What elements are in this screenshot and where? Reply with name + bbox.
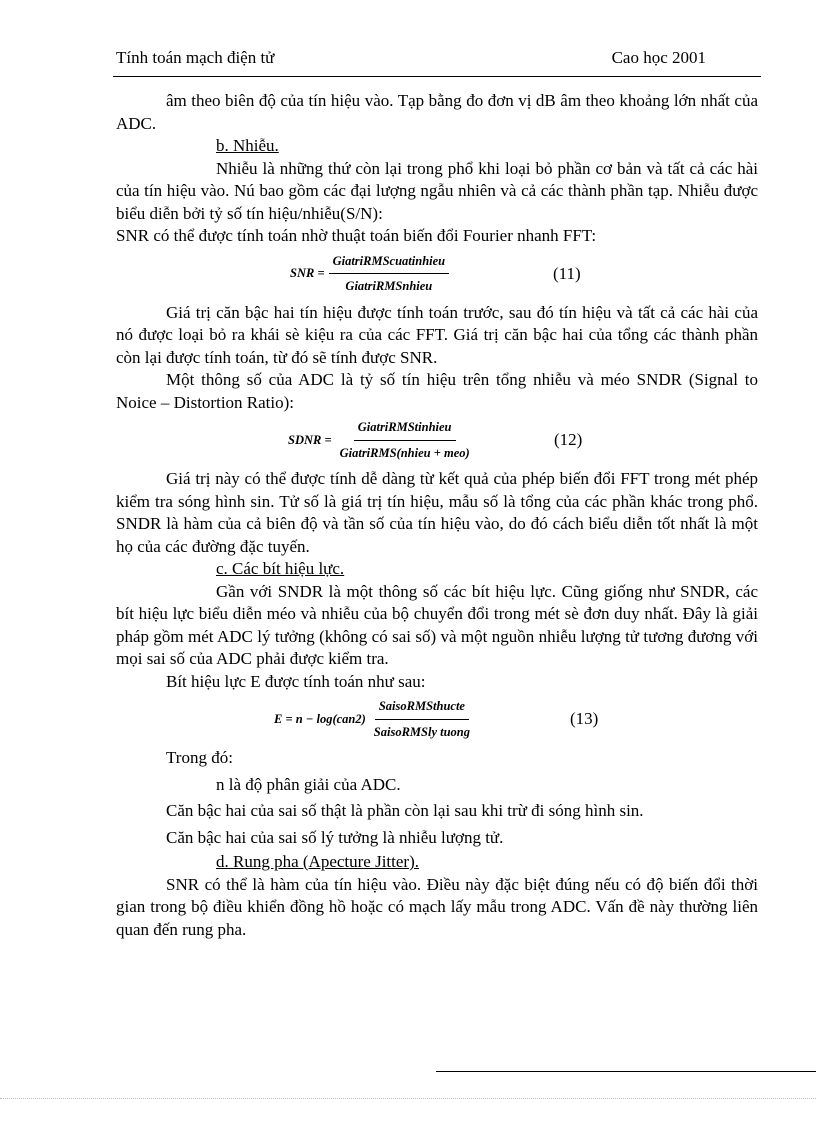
fraction-numerator: GiatriRMScuatinhieu [329,250,450,275]
fraction-numerator: GiatriRMStinhieu [354,416,456,441]
paragraph: n là độ phân giải của ADC. [216,774,401,794]
fraction [370,695,474,743]
paragraph: Giá trị này có thể được tính dễ dàng từ kết quả của phép biến đổi FFT trong mét phép kiểm tra sóng hình sin. Tử số là giá trị tín hiệu, mẫu số là tổng của các phần khác trong phổ. SNDR là hàm của cả biên độ và tần số của tín hiệu vào, do đó cách biểu diễn tốt nhất là một họ của các đường đặc tuyến. [116,469,758,556]
equation-lhs: SDNR = [288,432,332,447]
header-title: Tính toán mạch điện tử [116,48,275,67]
paragraph: Giá trị căn bậc hai tín hiệu được tính toán trước, sau đó tín hiệu và tất cả các hài của nó được loại bỏ ra khái sè kiệu ra của các FFT. Giá trị căn bậc hai của tổng các thành phần còn lại được tính toán, từ đó sẽ tính được SNR. [116,302,758,367]
paragraph: Một thông số của ADC là tỷ số tín hiệu trên tổng nhiễu và méo SNDR (Signal to Noice – Distortion Ratio): [116,370,758,412]
paragraph: âm theo biên độ của tín hiệu vào. Tạp bằng đo đơn vị dB âm theo khoảng lớn nhất của ADC. [116,91,758,133]
paragraph: Nhiễu là những thứ còn lại trong phổ khi loại bỏ phần cơ bản và tất cả các hài của tín hiệu vào. Nú bao gồm các đại lượng ngẫu nhiên và cả các thành phần tạp. Nhiễu được biểu diễn bởi tỷ số tín hiệu/nhiễu(S/N): [116,158,758,223]
section-heading-d: d. Rung pha (Apecture Jitter). [216,852,419,871]
equation-lhs: E = n − log(can2) [274,711,366,726]
equation-13 [116,697,758,741]
paragraph: Trong đó: [166,748,233,767]
fraction-denominator: GiatriRMSnhieu [345,279,433,293]
paragraph: Căn bậc hai của sai số thật là phần còn lại sau khi trừ đi sóng hình sin. [166,801,644,820]
equation-number: (11) [553,263,581,283]
fraction-numerator: SaisoRMSthucte [375,695,469,720]
fraction-denominator: GiatriRMS(nhieu + meo) [339,445,470,460]
document-body [116,90,758,941]
paragraph: Căn bậc hai của sai số lý tưởng là nhiễu lượng tử. [166,827,504,847]
equation-formula [274,697,474,741]
page-header [116,48,760,72]
fraction [329,250,450,298]
equation-12 [116,418,758,462]
equation-number: (12) [554,430,583,449]
equation-number: (13) [570,709,599,728]
equation-lhs: SNR = [290,266,325,281]
header-course: Cao học 2001 [611,48,706,67]
fraction [336,416,474,464]
paragraph: SNR có thể được tính toán nhờ thuật toán biến đổi Fourier nhanh FFT: [116,226,597,245]
section-heading-c: c. Các bít hiệu lực. [216,559,345,578]
section-heading-b: b. Nhiễu. [216,136,279,155]
page-edge [0,1098,816,1099]
paragraph: Bít hiệu lực E được tính toán như sau: [166,671,426,691]
paragraph: Gần với SNDR là một thông số các bít hiệu lực. Cũng giống như SNDR, các bít hiệu lực biểu diễn méo và nhiễu của bộ chuyển đổi trong mét sè đơn duy nhất. Đây là giải pháp gồm mét ADC lý tưởng (không có sai số) và một nguồn nhiễu lượng tử tương đương với mọi sai số của ADC phải được kiểm tra. [116,581,758,668]
equation-formula [288,418,474,462]
equation-formula [290,252,449,296]
footer-rule [436,1071,816,1072]
equation-11 [116,252,758,296]
paragraph: SNR có thể là hàm của tín hiệu vào. Điều này đặc biệt đúng nếu có độ biến đổi thời gian trong bộ điều khiển đồng hồ hoặc có mạch lấy mẫu trong ADC. Vấn đề này thường liên quan đến rung pha. [116,874,758,939]
fraction-denominator: SaisoRMSly tuong [373,724,471,739]
header-rule [113,76,761,77]
